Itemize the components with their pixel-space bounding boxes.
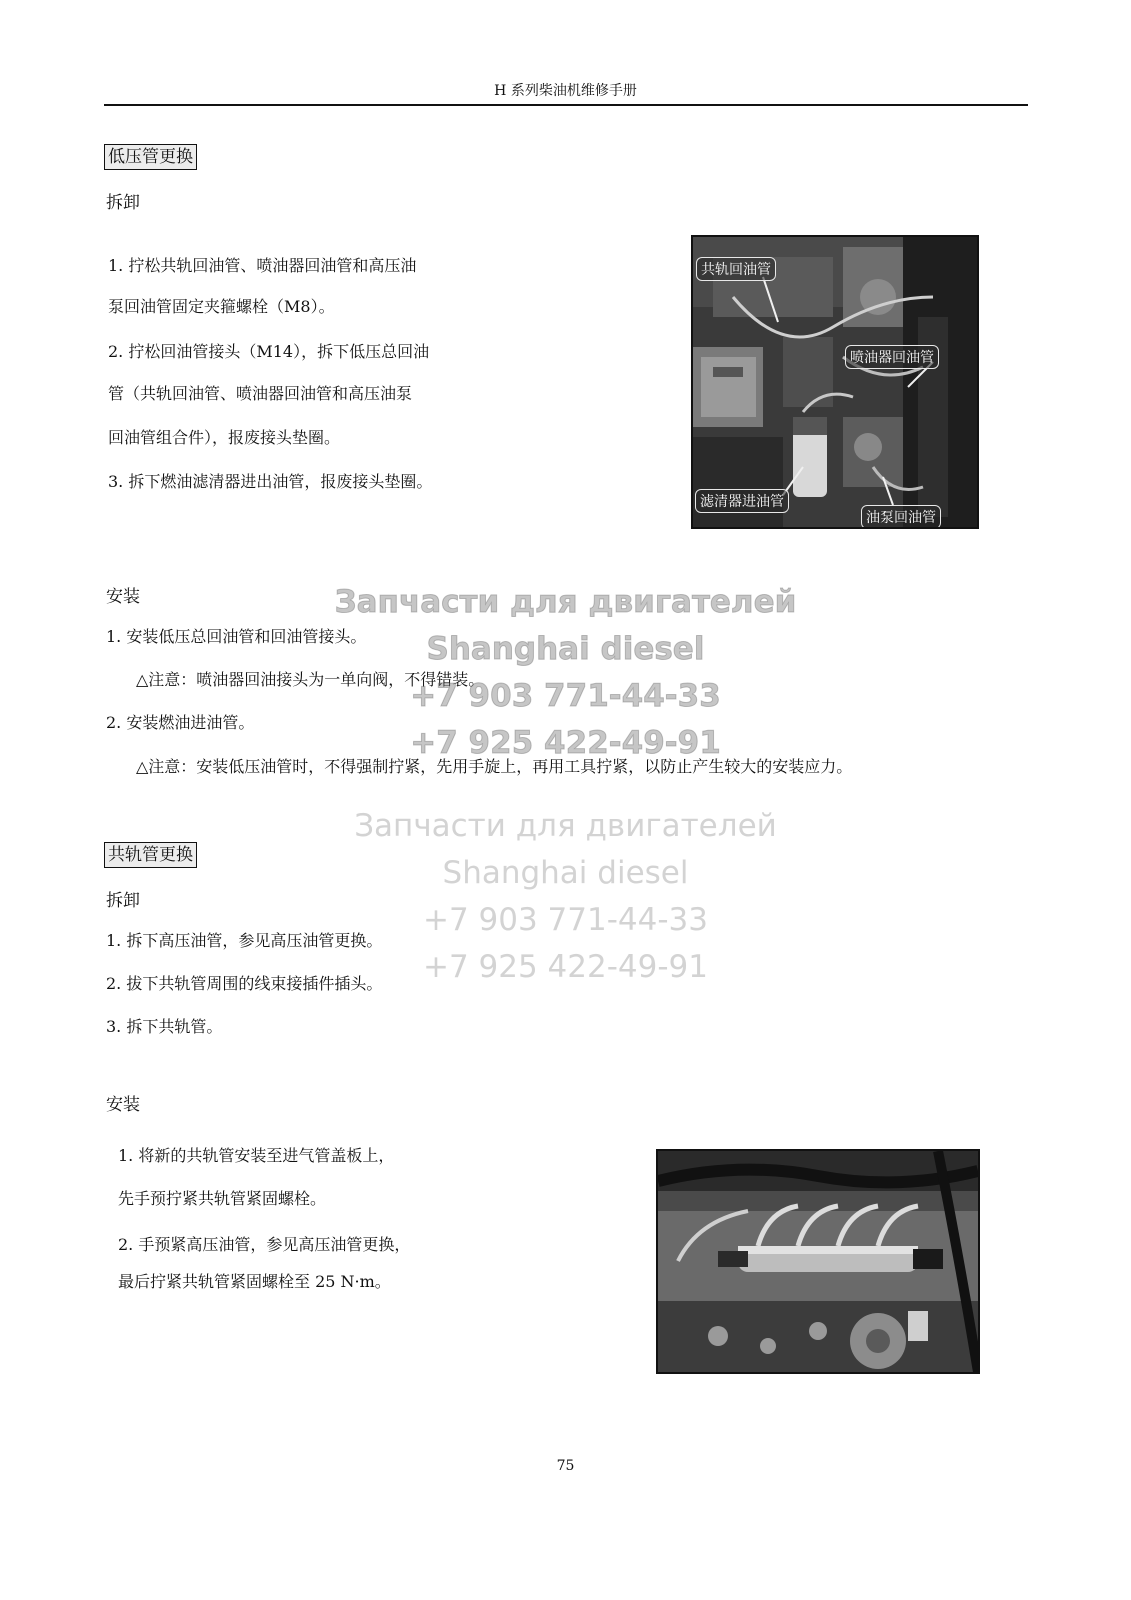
watermark-line: +7 925 422-49-91 bbox=[422, 949, 708, 985]
install-note-1: △注意：喷油器回油接头为一单向阀，不得错装。 bbox=[136, 670, 485, 689]
install-heading-2: 安装 bbox=[106, 1095, 140, 1115]
watermark-line: +7 903 771-44-33 bbox=[422, 902, 708, 938]
common-rail-photo bbox=[656, 1149, 980, 1374]
removal-step-line: 管（共轨回油管、喷油器回油管和高压油泵 bbox=[108, 384, 413, 403]
watermark-line: Shanghai diesel bbox=[426, 631, 705, 667]
common-rail-drawing bbox=[658, 1151, 978, 1372]
callout-injector-return: 喷油器回油管 bbox=[845, 345, 939, 369]
removal-step-line: 1. 拧松共轨回油管、喷油器回油管和高压油 bbox=[108, 256, 417, 275]
install-step-2: 2. 安装燃油进油管。 bbox=[106, 713, 255, 732]
removal-step-line-2: 2. 拔下共轨管周围的线束接插件插头。 bbox=[106, 974, 383, 993]
watermark-line: +7 903 771-44-33 bbox=[410, 678, 721, 714]
install-step-line-2: 2. 手预紧高压油管，参见高压油管更换， bbox=[118, 1235, 411, 1254]
install-step-line-2: 最后拧紧共轨管紧固螺栓至 25 N·m。 bbox=[118, 1272, 391, 1291]
install-step-1: 1. 安装低压总回油管和回油管接头。 bbox=[106, 627, 367, 646]
watermark-line: Запчасти для двигателей bbox=[334, 584, 797, 620]
watermark-line: +7 925 422-49-91 bbox=[410, 725, 721, 761]
page-number: 75 bbox=[556, 1458, 575, 1474]
removal-heading: 拆卸 bbox=[106, 193, 140, 213]
callout-filter-inlet: 滤清器进油管 bbox=[695, 489, 789, 513]
install-step-line-2: 1. 将新的共轨管安装至进气管盖板上， bbox=[118, 1146, 395, 1165]
engine-low-pressure-photo bbox=[691, 235, 979, 529]
removal-step-line: 回油管组合件），报废接头垫圈。 bbox=[108, 428, 341, 447]
watermark-line: Запчасти для двигателей bbox=[354, 808, 777, 844]
install-note-2: △注意：安装低压油管时，不得强制拧紧，先用手旋上，再用工具拧紧，以防止产生较大的安装应力。 bbox=[136, 757, 853, 776]
install-step-line-2: 先手预拧紧共轨管紧固螺栓。 bbox=[118, 1189, 327, 1208]
watermark-block-2 bbox=[0, 803, 1131, 991]
removal-step-line: 2. 拧松回油管接头（M14），拆下低压总回油 bbox=[108, 342, 430, 361]
header-divider bbox=[104, 104, 1028, 106]
install-heading: 安装 bbox=[106, 587, 140, 607]
section-title-common-rail: 共轨管更换 bbox=[104, 842, 197, 868]
section-title-low-pressure: 低压管更换 bbox=[104, 144, 197, 170]
removal-step-line: 3. 拆下燃油滤清器进出油管，报废接头垫圈。 bbox=[108, 472, 433, 491]
removal-heading-2: 拆卸 bbox=[106, 891, 140, 911]
removal-step-line-2: 1. 拆下高压油管，参见高压油管更换。 bbox=[106, 931, 383, 950]
callout-pump-return: 油泵回油管 bbox=[861, 505, 941, 529]
watermark-line: Shanghai diesel bbox=[442, 855, 689, 891]
removal-step-line: 泵回油管固定夹箍螺栓（M8）。 bbox=[108, 297, 335, 316]
header-title: H 系列柴油机维修手册 bbox=[494, 83, 637, 99]
removal-step-line-2: 3. 拆下共轨管。 bbox=[106, 1017, 223, 1036]
callout-rail-return: 共轨回油管 bbox=[696, 257, 776, 281]
watermark-block-1 bbox=[0, 579, 1131, 767]
